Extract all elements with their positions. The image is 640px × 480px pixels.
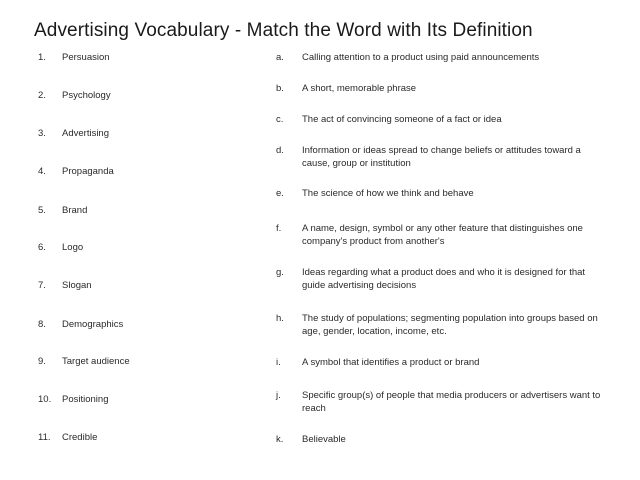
word-text: Slogan — [62, 280, 92, 291]
definition-text: Calling attention to a product using paid announcements — [302, 52, 540, 63]
definition-item — [276, 267, 606, 292]
word-number: 4. — [38, 166, 46, 177]
word-number: 5. — [38, 205, 46, 216]
definition-letter: f. — [276, 223, 282, 234]
word-item — [38, 166, 114, 177]
definition-text: Information or ideas spread to change beliefs or attitudes toward a cause, group or institution — [302, 145, 581, 169]
definition-item — [276, 223, 606, 248]
definition-letter: d. — [276, 145, 284, 156]
word-item — [38, 319, 123, 330]
word-text: Demographics — [62, 319, 124, 330]
definition-letter: a. — [276, 52, 284, 63]
definition-item — [276, 313, 606, 338]
definition-item — [276, 52, 606, 65]
word-text: Advertising — [62, 128, 109, 139]
word-item — [38, 205, 87, 216]
word-text: Brand — [62, 205, 88, 216]
word-item — [38, 280, 92, 291]
definition-letter: h. — [276, 313, 284, 324]
definition-text: Specific group(s) of people that media producers or advertisers want to reach — [302, 390, 601, 414]
definition-text: Believable — [302, 434, 346, 445]
word-number: 10. — [38, 394, 52, 405]
word-number: 8. — [38, 319, 46, 330]
definition-item — [276, 114, 606, 127]
definition-text: The science of how we think and behave — [302, 188, 474, 199]
definition-text: A short, memorable phrase — [302, 83, 417, 94]
word-text: Positioning — [62, 394, 109, 405]
definition-item — [276, 434, 606, 447]
word-item — [38, 394, 108, 405]
word-number: 3. — [38, 128, 46, 139]
definition-item — [276, 145, 606, 170]
definition-letter: b. — [276, 83, 284, 94]
definition-text: The study of populations; segmenting population into groups based on age, gender, location, income, etc. — [302, 313, 598, 337]
page-title: Advertising Vocabulary - Match the Word with Its Definition — [34, 20, 533, 41]
word-item — [38, 432, 97, 443]
word-text: Propaganda — [62, 166, 114, 177]
word-item — [38, 128, 109, 139]
word-number: 1. — [38, 52, 46, 63]
definition-text: A symbol that identifies a product or brand — [302, 357, 480, 368]
definition-item — [276, 188, 606, 201]
word-text: Credible — [62, 432, 98, 443]
definition-text: Ideas regarding what a product does and who it is designed for that guide advertising decisions — [302, 267, 586, 291]
word-item — [38, 242, 83, 253]
definition-letter: g. — [276, 267, 284, 278]
definition-letter: i. — [276, 357, 281, 368]
word-number: 11. — [38, 432, 51, 443]
word-item — [38, 356, 130, 367]
word-number: 9. — [38, 356, 46, 367]
word-text: Logo — [62, 242, 84, 253]
definition-letter: k. — [276, 434, 284, 445]
word-number: 7. — [38, 280, 46, 291]
definition-letter: c. — [276, 114, 284, 125]
definition-item — [276, 357, 606, 370]
word-item — [38, 52, 110, 63]
word-text: Target audience — [62, 356, 130, 367]
definition-letter: e. — [276, 188, 284, 199]
word-number: 2. — [38, 90, 46, 101]
definition-text: A name, design, symbol or any other feature that distinguishes one company's product from another's — [302, 223, 583, 247]
word-text: Psychology — [62, 90, 111, 101]
definition-letter: j. — [276, 390, 281, 401]
definition-item — [276, 83, 606, 96]
word-item — [38, 90, 111, 101]
definition-item — [276, 390, 606, 415]
definition-text: The act of convincing someone of a fact or idea — [302, 114, 502, 125]
word-text: Persuasion — [62, 52, 110, 63]
word-number: 6. — [38, 242, 46, 253]
